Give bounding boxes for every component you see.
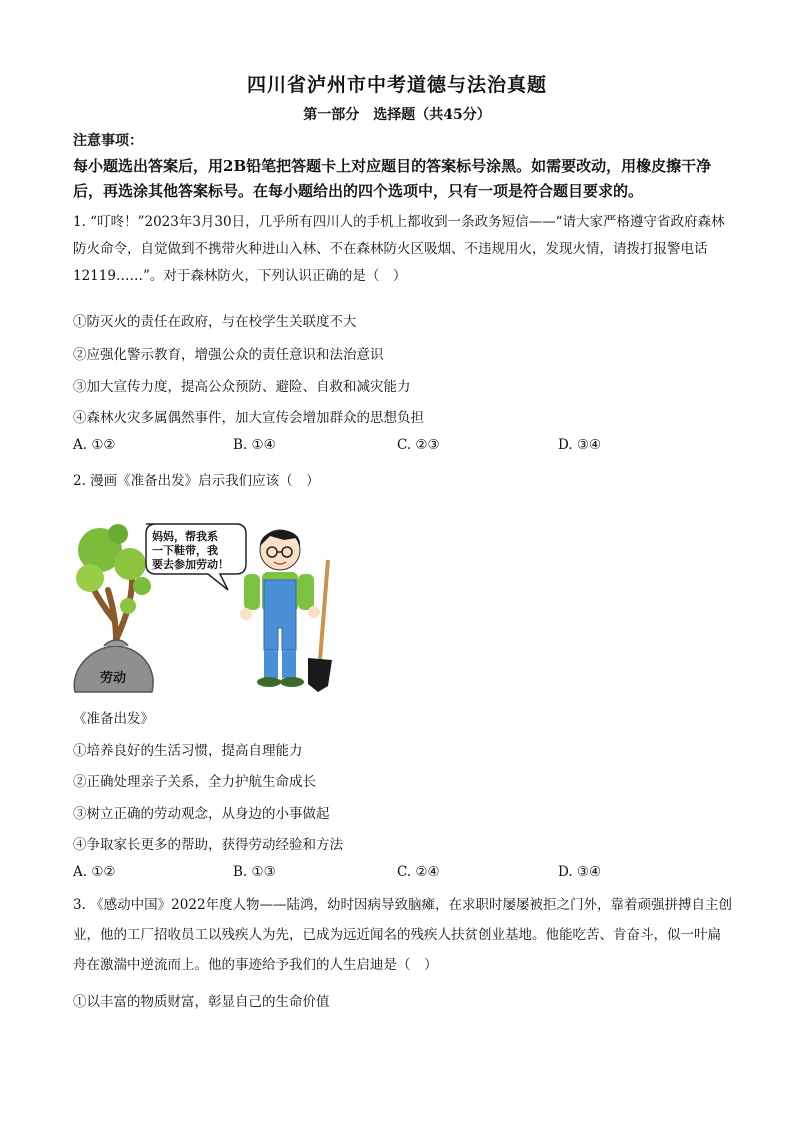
cartoon-caption: 《准备出发》 [73,711,154,727]
question-2-stem: 2. 漫画《准备出发》启示我们应该（ ） [73,473,320,489]
bag-label: 劳动 [100,671,127,686]
question-2-choice-d: D. ③④ [558,864,602,880]
question-1-option-1: ①防灭火的责任在政府，与在校学生关联度不大 [73,314,357,330]
page-title: 四川省泸州市中考道德与法治真题 [246,74,547,96]
question-1-choice-b: B. ①④ [233,437,276,453]
question-2-option-4: ④争取家长更多的帮助，获得劳动经验和方法 [73,837,343,853]
question-1-option-4: ④森林火灾多属偶然事件，加大宣传会增加群众的思想负担 [73,410,424,426]
question-1-stem: 1. “叮咚！”2023年3月30日，几乎所有四川人的手机上都收到一条政务短信——“请大家严格遵守省政府森林防火命令，自觉做到不携带火种进山入林、不在森林防火区吸烟、不违规用火，发现火情，请拨打报警电话12119……”。对于森林防火，下列认识正确的是（ ） [73,214,725,284]
question-2-option-2: ②正确处理亲子关系，全力护航生命成长 [73,774,316,790]
bag-icon [74,640,153,692]
question-1-option-2: ②应强化警示教育，增强公众的责任意识和法治意识 [73,347,384,363]
question-2-choice-c: C. ②④ [397,864,440,880]
speech-bubble [146,524,246,590]
notice-heading: 注意事项： [73,133,143,149]
bubble-line-1: 妈妈，帮我系 [152,530,218,543]
question-2-choice-a: A. ①② [73,864,116,880]
question-1-choice-a: A. ①② [73,437,116,453]
question-3-stem: 3. 《感动中国》2022年度人物——陆鸿，幼时因病导致脑瘫，在求职时屡屡被拒之门外，靠着顽强拼搏自主创业，他的工厂招收员工以残疾人为先，已成为远近闻名的残疾人扶贫创业基地。他能吃苦、肯奋斗，似一叶扁舟在激湍中逆流而上。他的事迹给予我们的人生启迪是（ ） [73,897,733,973]
question-2-option-3: ③树立正确的劳动观念，从身边的小事做起 [73,806,330,822]
notice-body: 每小题选出答案后，用2B铅笔把答题卡上对应题目的答案标号涂黑。如需要改动，用橡皮擦干净后，再选涂其他答案标号。在每小题给出的四个选项中，只有一项是符合题目要求的。 [73,157,712,200]
cartoon-illustration [70,520,350,700]
question-1-option-3: ③加大宣传力度，提高公众预防、避险、自救和减灾能力 [73,379,411,395]
question-1-choice-c: C. ②③ [397,437,440,453]
question-3-option-1: ①以丰富的物质财富，彰显自己的生命价值 [73,994,330,1010]
bubble-line-2: 一下鞋带，我 [152,544,218,557]
question-2-option-1: ①培养良好的生活习惯，提高自理能力 [73,743,303,759]
section-subtitle: 第一部分 选择题（共45分） [303,107,491,123]
bubble-line-3: 要去参加劳动！ [152,558,229,571]
question-2-choice-b: B. ①③ [233,864,276,880]
question-1-choice-d: D. ③④ [558,437,602,453]
